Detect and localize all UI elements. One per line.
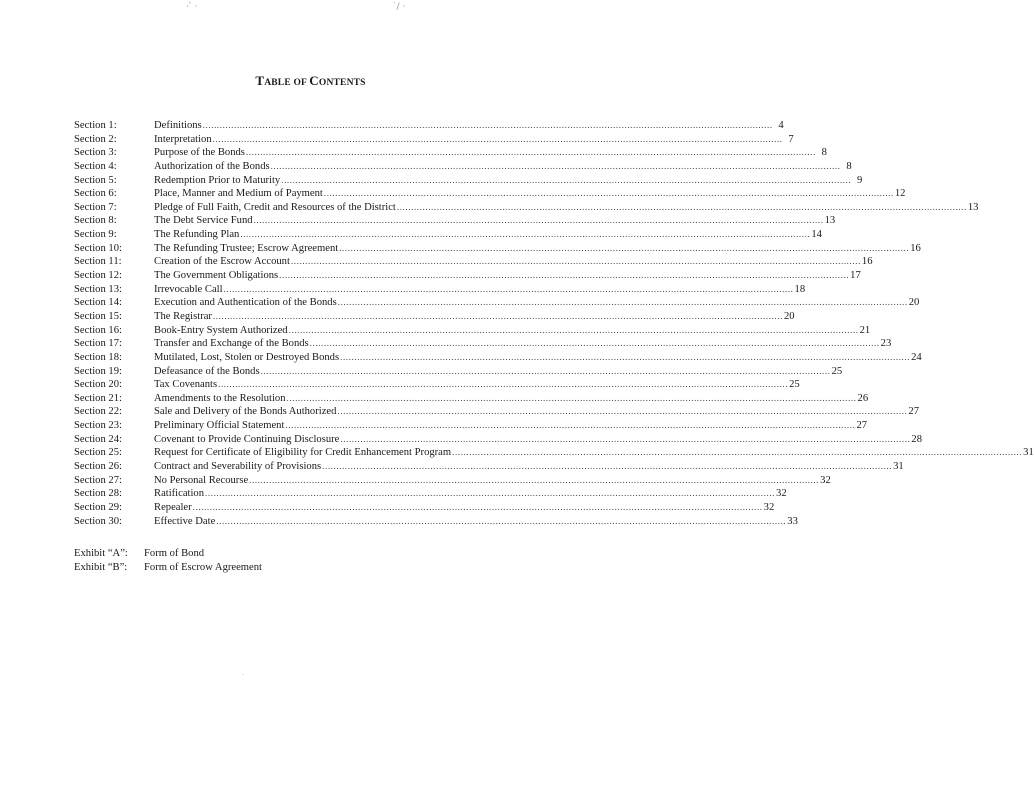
- toc-row: [74, 296, 920, 310]
- toc-section-number: Section 30:: [74, 515, 122, 527]
- toc-page-number: 23: [880, 338, 892, 350]
- title-part: ONTENTS: [318, 78, 366, 88]
- toc-leader-dots: ........................................................................................................................................................................................................: [322, 461, 893, 472]
- toc-section-number: Section 13:: [74, 283, 122, 295]
- title-part: C: [309, 73, 319, 88]
- toc-row: [74, 242, 921, 256]
- toc-row: [74, 351, 922, 365]
- toc-entry: [154, 378, 800, 392]
- toc-page-number: 20: [783, 310, 795, 322]
- toc-section-title: Preliminary Official Statement: [154, 420, 285, 432]
- toc-page-number: 33: [787, 515, 798, 527]
- toc-leader-dots: ........................................................................................................................................................................................................: [323, 188, 894, 199]
- toc-leader-dots: ........................................................................................................................................................................................................: [337, 406, 908, 417]
- exhibit-label: Exhibit “A”:: [74, 548, 128, 559]
- toc-leader-dots: ........................................................................................................................................................................................................: [192, 501, 763, 512]
- toc-leader-dots: ........................................................................................................................................................................................................: [240, 229, 811, 240]
- toc-leader-dots: ........................................................................................................................................................................................................: [337, 297, 908, 308]
- toc-row: [74, 446, 1034, 460]
- title-part: T: [255, 73, 265, 88]
- exhibit-list: [74, 547, 262, 575]
- toc-page-number: 8: [821, 147, 827, 159]
- toc-section-number: Section 3:: [74, 147, 117, 159]
- toc-entry: [154, 146, 827, 160]
- toc-row: [74, 119, 784, 133]
- toc-entry: [154, 405, 919, 419]
- scan-mark: · ́ ·: [186, 2, 198, 12]
- toc-leader-dots: ........................................................................................................................................................................................................: [212, 310, 783, 321]
- toc-section-title: Redemption Prior to Maturity: [154, 174, 281, 186]
- toc-row: [74, 419, 868, 433]
- toc-row: [74, 501, 775, 515]
- toc-section-number: Section 17:: [74, 338, 122, 350]
- toc-row: [74, 310, 795, 324]
- page-title: [0, 73, 621, 89]
- toc-section-title: Interpretation: [154, 133, 212, 145]
- toc-row: [74, 283, 806, 297]
- toc-section-title: No Personal Recourse: [154, 474, 249, 486]
- toc-section-title: Effective Date: [154, 515, 216, 527]
- toc-row: [74, 187, 906, 201]
- toc-entry: [154, 337, 892, 351]
- toc-section-number: Section 8:: [74, 215, 117, 227]
- toc-page-number: 16: [861, 256, 873, 268]
- toc-entry: [154, 214, 836, 228]
- toc-row: [74, 201, 979, 215]
- toc-leader-dots: ........................................................................................................................................................................................................: [279, 270, 850, 281]
- toc-page-number: 28: [911, 433, 922, 445]
- toc-section-title: Creation of the Escrow Account: [154, 256, 290, 268]
- toc-section-number: Section 12:: [74, 270, 122, 282]
- toc-entry: [154, 446, 1034, 460]
- toc-section-number: Section 20:: [74, 379, 122, 391]
- toc-entry: [154, 269, 861, 283]
- scan-mark: ·: [242, 672, 244, 679]
- toc-leader-dots: ........................................................................................................................................................................................................: [396, 201, 967, 212]
- toc-page-number: 17: [850, 270, 861, 282]
- toc-entry: [154, 174, 863, 188]
- toc-leader-dots: ........................................................................................................................................................................................................: [223, 283, 794, 294]
- toc-entry: [154, 283, 806, 297]
- toc-entry: [154, 433, 922, 447]
- toc-entry: [154, 392, 869, 406]
- toc-section-title: The Government Obligations: [154, 270, 279, 282]
- toc-section-title: Covenant to Provide Continuing Disclosure: [154, 433, 340, 445]
- toc-leader-dots: ........................................................................................................................................................................................................: [340, 351, 911, 362]
- toc-row: [74, 337, 892, 351]
- toc-entry: [154, 255, 873, 269]
- toc-section-number: Section 27:: [74, 474, 122, 486]
- toc-leader-dots: ........................................................................................................................................................................................................: [202, 120, 773, 130]
- toc-section-title: Irrevocable Call: [154, 283, 223, 295]
- toc-section-title: Amendments to the Resolution: [154, 392, 286, 404]
- toc-section-title: The Debt Service Fund: [154, 215, 253, 227]
- toc-row: [74, 324, 871, 338]
- toc-page-number: 25: [831, 365, 843, 377]
- toc-leader-dots: ........................................................................................................................................................................................................: [253, 215, 824, 226]
- toc-section-number: Section 11:: [74, 256, 122, 268]
- toc-row: [74, 160, 852, 174]
- toc-row: [74, 433, 922, 447]
- toc-section-number: Section 6:: [74, 188, 117, 200]
- toc-section-number: Section 15:: [74, 310, 122, 322]
- toc-page-number: 24: [911, 351, 922, 363]
- toc-row: [74, 515, 798, 529]
- toc-row: [74, 487, 787, 501]
- toc-page-number: 21: [859, 324, 871, 336]
- toc-entry: [154, 201, 979, 215]
- toc-section-number: Section 4:: [74, 160, 117, 172]
- toc-page-number: 31: [1023, 447, 1034, 459]
- toc-section-number: Section 2:: [74, 133, 117, 145]
- toc-leader-dots: ........................................................................................................................................................................................................: [205, 488, 776, 499]
- toc-section-title: Definitions: [154, 120, 202, 131]
- toc-section-title: The Refunding Trustee; Escrow Agreement: [154, 242, 339, 254]
- toc-section-title: Request for Certificate of Eligibility for Credit Enhancement Program: [154, 447, 452, 459]
- title-part: ABLE OF: [264, 78, 310, 88]
- toc-entry: [154, 460, 904, 474]
- toc-entry: [154, 228, 822, 242]
- toc-page-number: 32: [763, 501, 775, 513]
- toc-page-number: 13: [824, 215, 836, 227]
- toc-page-number: 13: [967, 201, 979, 213]
- toc-leader-dots: ........................................................................................................................................................................................................: [260, 365, 831, 376]
- toc-section-title: Execution and Authentication of the Bonds: [154, 297, 337, 309]
- toc-entry: [154, 310, 795, 324]
- toc-section-number: Section 26:: [74, 461, 122, 473]
- toc-page-number: 12: [894, 188, 906, 200]
- toc-section-number: Section 7:: [74, 201, 117, 213]
- toc-entry: [154, 119, 784, 133]
- toc-section-number: Section 9:: [74, 229, 117, 241]
- toc-section-title: Place, Manner and Medium of Payment: [154, 188, 323, 200]
- toc-leader-dots: ........................................................................................................................................................................................................: [285, 420, 856, 431]
- toc-entry: [154, 296, 920, 310]
- toc-leader-dots: ........................................................................................................................................................................................................: [340, 433, 911, 444]
- toc-entry: [154, 133, 794, 147]
- toc-page-number: 18: [794, 283, 806, 295]
- toc-entry: [154, 324, 871, 338]
- toc-leader-dots: ........................................................................................................................................................................................................: [281, 174, 852, 185]
- toc-section-title: Ratification: [154, 488, 205, 500]
- toc-page-number: 9: [856, 174, 863, 186]
- toc-page-number: 27: [856, 420, 868, 432]
- toc-row: [74, 365, 843, 379]
- toc-leader-dots: ........................................................................................................................................................................................................: [245, 147, 816, 158]
- exhibit-row: [74, 561, 262, 575]
- toc-page-number: 8: [846, 160, 852, 172]
- toc-page-number: 31: [893, 461, 904, 473]
- toc-section-number: Section 14:: [74, 297, 122, 309]
- toc-section-title: Purpose of the Bonds: [154, 147, 245, 159]
- toc-entry: [154, 487, 787, 501]
- toc-section-number: Section 22:: [74, 406, 122, 418]
- toc-section-number: Section 5:: [74, 174, 117, 186]
- toc-leader-dots: ........................................................................................................................................................................................................: [212, 133, 783, 144]
- toc-row: [74, 460, 904, 474]
- toc-page-number: 25: [789, 379, 800, 391]
- toc-section-number: Section 19:: [74, 365, 122, 377]
- toc-page-number: 14: [811, 229, 822, 241]
- toc-leader-dots: ........................................................................................................................................................................................................: [286, 392, 857, 403]
- toc-section-number: Section 21:: [74, 392, 122, 404]
- toc-section-number: Section 16:: [74, 324, 122, 336]
- toc-leader-dots: ........................................................................................................................................................................................................: [339, 242, 910, 253]
- toc-leader-dots: ........................................................................................................................................................................................................: [270, 160, 841, 171]
- toc-section-number: Section 24:: [74, 433, 122, 445]
- toc-leader-dots: ........................................................................................................................................................................................................: [218, 379, 789, 390]
- toc-page-number: 27: [908, 406, 919, 418]
- scan-mark: ˙/ ·: [392, 2, 406, 12]
- toc-section-title: The Registrar: [154, 310, 212, 322]
- toc-entry: [154, 515, 798, 529]
- toc-section-title: Pledge of Full Faith, Credit and Resources of the District: [154, 201, 396, 213]
- toc-row: [74, 405, 919, 419]
- toc-section-number: Section 25:: [74, 447, 122, 459]
- exhibit-title: Form of Bond: [144, 548, 205, 559]
- toc-entry: [154, 187, 906, 201]
- toc-section-title: Tax Covenants: [154, 379, 218, 391]
- toc-leader-dots: ........................................................................................................................................................................................................: [452, 447, 1023, 458]
- toc-page-number: 20: [908, 297, 920, 309]
- toc-leader-dots: ........................................................................................................................................................................................................: [249, 474, 820, 485]
- toc-leader-dots: ........................................................................................................................................................................................................: [288, 324, 859, 335]
- toc-section-number: Section 10:: [74, 242, 122, 254]
- toc-entry: [154, 242, 921, 256]
- toc-section-number: Section 1:: [74, 120, 117, 131]
- toc-section-number: Section 23:: [74, 420, 122, 432]
- toc-entry: [154, 365, 843, 379]
- exhibit-title: Form of Escrow Agreement: [144, 562, 262, 573]
- toc-entry: [154, 474, 831, 488]
- toc-entry: [154, 501, 775, 515]
- toc-row: [74, 146, 827, 160]
- toc-page-number: 26: [857, 392, 869, 404]
- toc-section-title: Transfer and Exchange of the Bonds: [154, 338, 309, 350]
- toc-section-title: Book-Entry System Authorized: [154, 324, 288, 336]
- toc-section-number: Section 18:: [74, 351, 122, 363]
- table-of-contents: [74, 119, 1034, 528]
- toc-entry: [154, 351, 922, 365]
- toc-section-title: The Refunding Plan: [154, 229, 240, 241]
- toc-row: [74, 269, 861, 283]
- toc-row: [74, 228, 822, 242]
- toc-row: [74, 174, 863, 188]
- toc-section-title: Mutilated, Lost, Stolen or Destroyed Bonds: [154, 351, 340, 363]
- toc-row: [74, 255, 873, 269]
- toc-section-title: Defeasance of the Bonds: [154, 365, 260, 377]
- toc-page-number: 4: [778, 120, 784, 131]
- toc-entry: [154, 419, 868, 433]
- toc-section-title: Authorization of the Bonds: [154, 160, 270, 172]
- toc-row: [74, 378, 800, 392]
- toc-entry: [154, 160, 852, 174]
- exhibit-label: Exhibit “B”:: [74, 562, 128, 573]
- toc-page-number: 32: [776, 488, 787, 500]
- toc-section-title: Repealer: [154, 501, 192, 513]
- toc-row: [74, 214, 836, 228]
- toc-page-number: 7: [788, 133, 794, 145]
- toc-leader-dots: ........................................................................................................................................................................................................: [309, 338, 880, 349]
- toc-section-title: Sale and Delivery of the Bonds Authorized: [154, 406, 337, 418]
- exhibit-row: [74, 547, 262, 561]
- toc-page-number: 16: [910, 242, 921, 254]
- toc-section-number: Section 29:: [74, 501, 122, 513]
- toc-row: [74, 133, 794, 147]
- toc-leader-dots: ........................................................................................................................................................................................................: [216, 515, 787, 526]
- toc-page-number: 32: [820, 474, 831, 486]
- toc-section-number: Section 28:: [74, 488, 122, 500]
- toc-row: [74, 474, 831, 488]
- toc-leader-dots: ........................................................................................................................................................................................................: [290, 256, 861, 267]
- toc-section-title: Contract and Severability of Provisions: [154, 461, 322, 473]
- toc-row: [74, 392, 869, 406]
